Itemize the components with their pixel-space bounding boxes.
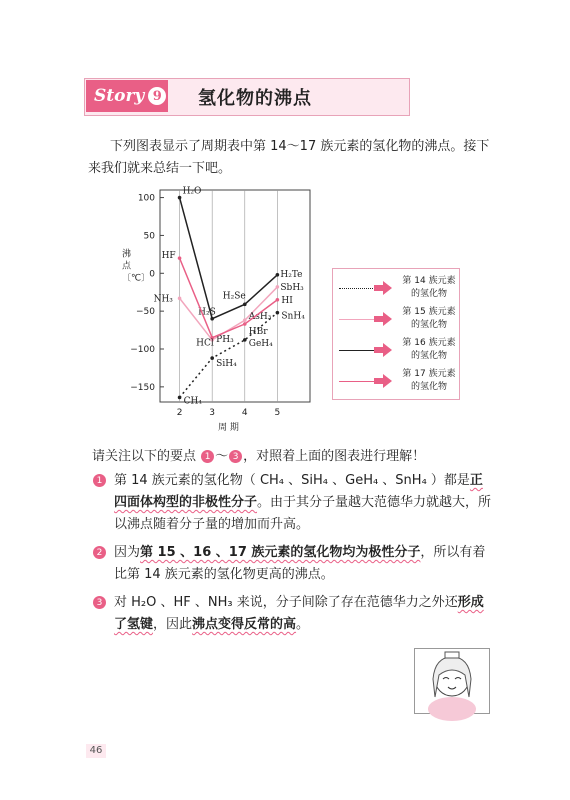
x-tick-label: 4 [241,408,248,418]
anime-girl-image [415,649,489,713]
point-label: H₂O [182,186,202,197]
y-tick-label: −100 [130,345,155,355]
point-label: PH₃ [216,334,234,345]
data-point [276,298,280,302]
data-point [243,318,247,322]
y-axis-label: 点 [122,261,132,272]
point-label: GeH₄ [248,338,273,349]
point-label: H₂Se [222,291,246,302]
data-point [178,296,182,300]
x-tick-label: 3 [209,408,216,418]
data-point [178,396,182,400]
data-point [178,196,182,200]
point-label: CH₄ [183,396,202,407]
legend-item-group16: 第 16 族元素的氢化物 [339,337,457,367]
data-point [276,311,280,315]
character-illustration [414,648,490,714]
data-point [243,303,247,307]
page-title: 氢化物的沸点 [198,88,312,109]
legend-item-group17: 第 17 族元素的氢化物 [339,368,457,398]
key-point-2: 2 因为第 15 、16 、17 族元素的氢化物均为极性分子，所以有着比第 14 族元素的氢化物更高的沸点。 [92,542,492,586]
point-label: HCl [196,338,214,349]
chart-legend [332,268,460,400]
point-label: NH₃ [153,294,173,305]
y-axis-label: 〔℃〕 [122,273,151,284]
intro-paragraph: 下列图表显示了周期表中第 14～17 族元素的氢化物的沸点。接下来我们就来总结一下吧。 [88,139,490,176]
story-number: 9 [148,87,166,105]
point-label: AsH₃ [248,312,272,323]
points-intro: 请关注以下的要点 1 ～ 3 ，对照着上面的图表进行理解！ [92,449,426,464]
y-tick-label: −50 [136,307,155,318]
data-point [243,338,247,342]
boiling-point-chart [120,184,320,433]
data-point [276,273,280,277]
page-number: 46 [86,744,106,758]
point-marker-1: 1 [201,450,214,463]
point-label: HBr [248,327,268,338]
story-tag: Story 9 [86,80,168,112]
x-tick-label: 2 [176,408,183,418]
series-line-group-14 [180,313,278,398]
data-point [210,356,214,360]
x-tick-label: 5 [274,408,281,418]
data-point [276,285,280,289]
point-label: H₂Te [280,269,303,280]
key-point-3: 3 对 H₂O 、HF 、NH₃ 来说，分子间除了存在范德华力之外还形成了氢键，因此沸点变得反常的高。 [92,592,492,636]
point-label: SbH₃ [280,282,304,293]
legend-item-group14: 第 14 族元素的氢化物 [339,275,457,305]
point-label: HF [161,251,176,262]
key-point-1: 1 第 14 族元素的氢化物（ CH₄ 、SiH₄ 、GeH₄ 、SnH₄ ）都是正四面体构型的非极性分子。由于其分子量越大范德华力就越大，所以沸点随着分子量的增加而升高。 [92,470,492,536]
point-label: H₂S [198,307,216,318]
data-point [243,322,247,326]
x-axis-label: 周 期 [218,423,239,433]
y-tick-label: 50 [143,231,155,242]
data-point [178,256,182,260]
y-axis-label: 沸 [122,249,132,260]
point-marker-3: 3 [229,450,242,463]
point-label: HI [281,295,293,306]
y-tick-label: −150 [130,382,155,393]
legend-item-group15: 第 15 族元素的氢化物 [339,306,457,336]
y-tick-label: 100 [137,193,155,204]
point-label: SiH₄ [216,359,237,370]
y-tick-label: 0 [149,269,155,280]
point-label: SnH₄ [281,311,305,322]
